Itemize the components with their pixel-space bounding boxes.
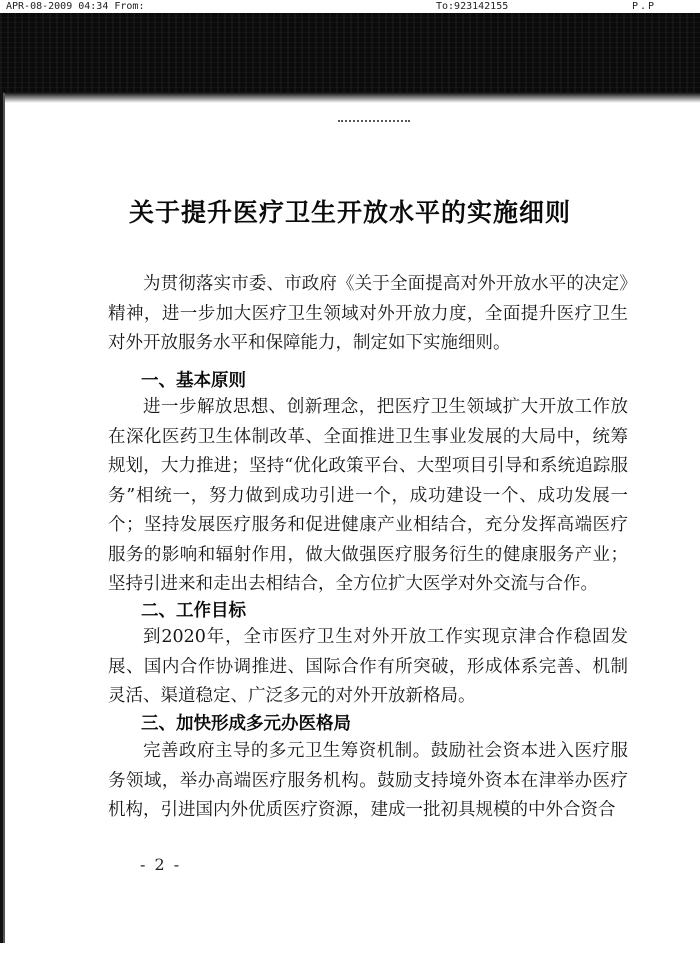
fax-header-page: P.P [632, 1, 657, 12]
fax-transmission-header [6, 0, 696, 13]
document-title: 关于提升医疗卫生开放水平的实施细则 [128, 198, 571, 227]
scan-dark-band [0, 13, 700, 93]
intro-paragraph: 为贯彻落实市委、市政府《关于全面提高对外开放水平的决定》精神，进一步加大医疗卫生领域对外开放力度，全面提升医疗卫生对外开放服务水平和保障能力，制定如下实施细则。 [108, 274, 628, 353]
page-number: - 2 - [140, 855, 182, 874]
section-heading-goals: 二、工作目标 [141, 601, 246, 621]
faint-stamp-mark [338, 120, 410, 130]
section-body-goals: 到2020年，全市医疗卫生对外开放工作实现京津合作稳固发展、国内合作协调推进、国际合作有所突破，形成体系完善、机制灵活、渠道稳定、广泛多元的对外开放新格局。 [108, 627, 628, 706]
section-heading-diversified-medical: 三、加快形成多元办医格局 [141, 714, 351, 734]
section-body-principles: 进一步解放思想、创新理念，把医疗卫生领域扩大开放工作放在深化医药卫生体制改革、全面推进卫生事业发展的大局中，统筹规划，大力推进；坚持“优化政策平台、大型项目引导和系统追踪服务”相统一，努力做到成功引进一个，成功建设一个、成功发展一个；坚持发展医疗服务和促进健康产业相结合，充分发挥高端医疗服务的影响和辐射作用，做大做强医疗服务衍生的健康服务产业；坚持引进来和走出去相结合，全方位扩大医学对外交流与合作。 [108, 397, 628, 594]
scan-band-fade [0, 93, 700, 103]
scan-left-edge [0, 93, 7, 943]
fax-header-sender: APR-08-2009 04:34 From: [6, 1, 145, 12]
section-body-diversified-medical: 完善政府主导的多元卫生筹资机制。鼓励社会资本进入医疗服务领域，举办高端医疗服务机构。鼓励支持境外资本在津举办医疗机构，引进国内外优质医疗资源，建成一批初具规模的中外合资合 [108, 741, 628, 820]
section-heading-principles: 一、基本原则 [141, 371, 246, 391]
fax-header-recipient: To:923142155 [436, 1, 509, 12]
